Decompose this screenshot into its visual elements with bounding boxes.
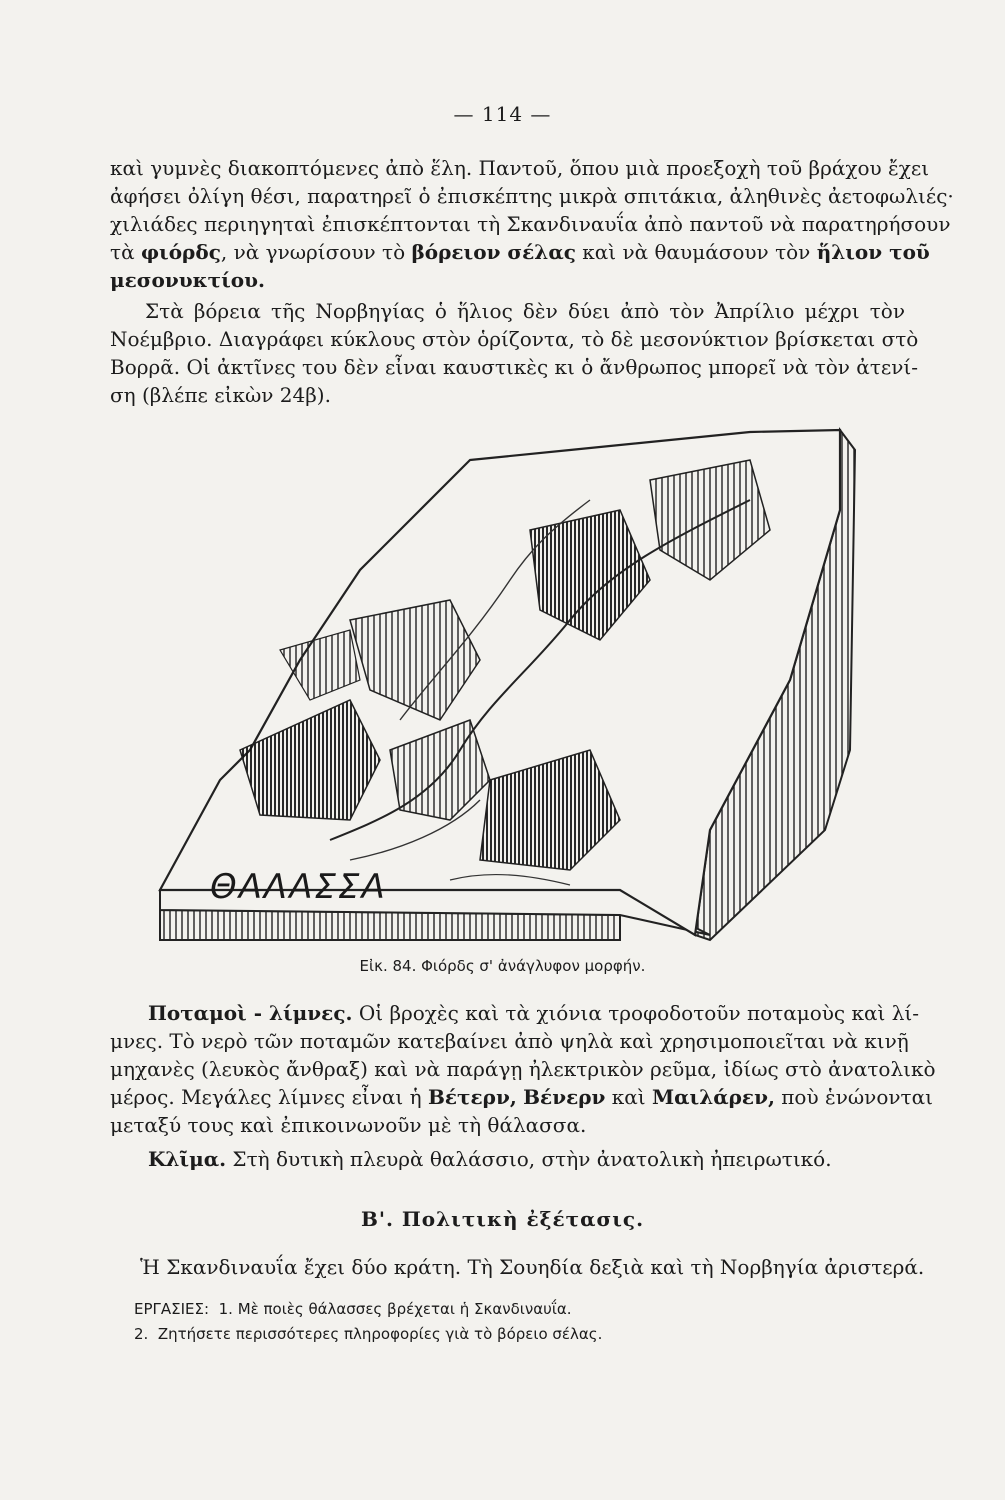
text-segment: ποὺ ἑνώνονται	[774, 1085, 933, 1109]
para1-line-5: μεσονυκτίου.	[110, 268, 265, 292]
para3-line-1	[148, 1000, 919, 1026]
para3-line-5: μεταξύ τους καὶ ἐπικοινωνοῦν μὲ τὴ θάλασσα.	[110, 1113, 587, 1137]
text-segment: , νὰ γνωρίσουν τὸ	[220, 240, 412, 264]
sea-label: ΘΑΛΑΣΣΑ	[210, 867, 387, 907]
para1-line-1: καὶ γυμνὲς διακοπτόμενες ἀπὸ ἕλη. Παντοῦ, ὅπου μιὰ προεξοχὴ τοῦ βράχου ἔχει	[110, 156, 930, 180]
para2-line-1: Στὰ βόρεια τῆς Νορβηγίας ὁ ἥλιος δὲν δύει ἀπὸ τὸν Ἀπρίλιο μέχρι τὸν	[145, 299, 905, 323]
para2-line-4: ση (βλέπε εἰκὼν 24β).	[110, 383, 331, 407]
para1-line-4	[110, 239, 930, 265]
tasks-label: ΕΡΓΑΣΙΕΣ:	[134, 1300, 210, 1318]
text-segment: μέρος. Μεγάλες λίμνες εἶναι ἡ	[110, 1085, 428, 1109]
section-heading-rivers-lakes: Ποταμοὶ - λίμνες.	[148, 1001, 353, 1025]
lake-name: Βέτερν,	[427, 1085, 517, 1109]
para1-line-3: χιλιάδες περιηγηταὶ ἐπισκέπτονται τὴ Σκανδιναυΐα ἀπὸ παντοῦ νὰ παρατηρήσουν	[110, 212, 951, 236]
task-item: 1. Μὲ ποιὲς θάλασσες βρέχεται ἡ Σκανδιναυΐα.	[218, 1300, 572, 1318]
para2-line-2: Νοέμβριο. Διαγράφει κύκλους στὸν ὁρίζοντα, τὸ δὲ μεσονύκτιον βρίσκεται στὸ	[110, 327, 919, 351]
term-northern-lights: βόρειον σέλας	[411, 240, 576, 264]
fjord-relief-illustration	[150, 420, 870, 960]
lake-name: Βένερν	[523, 1085, 606, 1109]
text-segment: τὰ	[110, 240, 141, 264]
para4-line	[148, 1146, 943, 1172]
text-segment: Οἱ βροχὲς καὶ τὰ χιόνια τροφοδοτοῦν ποταμοὺς καὶ λί-	[352, 1001, 919, 1025]
term-midnight-sun: ἥλιον τοῦ	[816, 240, 930, 264]
lake-name: Μαιλάρεν,	[652, 1085, 775, 1109]
text-segment: καὶ νὰ θαυμάσουν τὸν	[575, 240, 817, 264]
section-heading-climate: Κλῖμα.	[148, 1147, 227, 1171]
figure-caption: Εἰκ. 84. Φιόρδς σ' ἀνάγλυφον μορφήν.	[359, 957, 646, 975]
tasks-line-1	[134, 1300, 572, 1318]
para1-line-2: ἀφήσει ὀλίγη θέσι, παρατηρεῖ ὁ ἐπισκέπτης μικρὰ σπιτάκια, ἀληθινὲς ἀετοφωλιές·	[110, 184, 954, 208]
task-item: Ζητήσετε περισσότερες πληροφορίες γιὰ τὸ βόρειο σέλας.	[157, 1325, 603, 1343]
para3-line-4	[110, 1084, 933, 1110]
page-number: — 114 —	[453, 102, 552, 126]
text-segment: καὶ	[605, 1085, 652, 1109]
para2-line-3: Βορρᾶ. Οἱ ἀκτῖνες του δὲν εἶναι καυστικὲς κι ὁ ἄνθρωπος μπορεῖ νὰ τὸν ἀτενί-	[110, 355, 918, 379]
text-segment: Στὴ δυτικὴ πλευρὰ θαλάσσιο, στὴν ἀνατολικὴ ἠπειρωτικό.	[226, 1147, 832, 1171]
para3-line-2: μνες. Τὸ νερὸ τῶν ποταμῶν κατεβαίνει ἀπὸ ψηλὰ καὶ χρησιμοποιεῖται νὰ κινῇ	[110, 1029, 909, 1053]
task-number: 2.	[134, 1325, 149, 1343]
term-fjords: φιόρδς	[140, 240, 221, 264]
para3-line-3: μηχανὲς (λευκὸς ἄνθραξ) καὶ νὰ παράγῃ ἠλεκτρικὸν ρεῦμα, ἰδίως στὸ ἀνατολικὸ	[110, 1057, 936, 1081]
tasks-line-2	[134, 1325, 602, 1343]
section-b-text: Ἡ Σκανδιναυΐα ἔχει δύο κράτη. Τὴ Σουηδία δεξιὰ καὶ τὴ Νορβηγία ἀριστερά.	[140, 1255, 925, 1279]
section-heading-political: Β'. Πολιτικὴ ἐξέτασις.	[360, 1207, 645, 1231]
